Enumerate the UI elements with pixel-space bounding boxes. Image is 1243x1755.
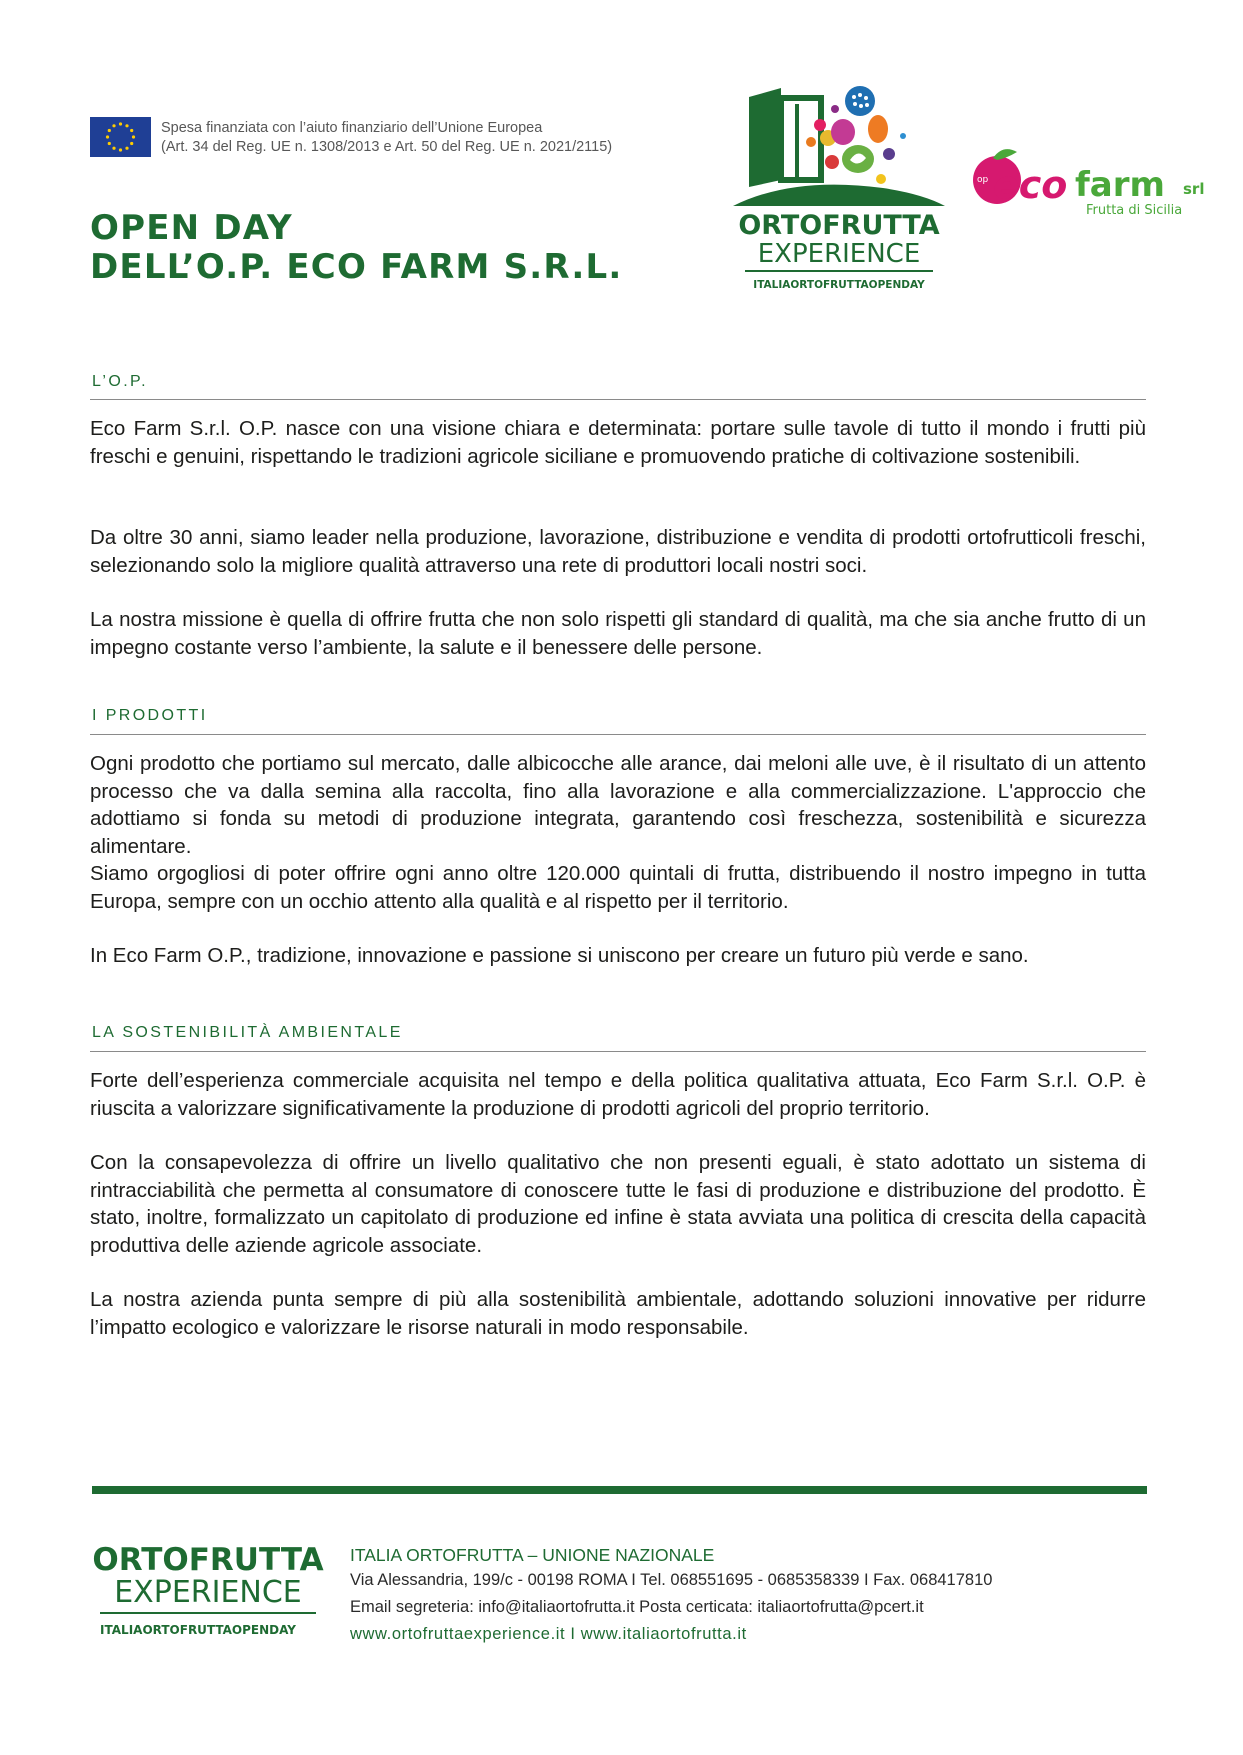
paragraph: In Eco Farm O.P., tradizione, innovazione e passione si uniscono per creare un futuro più verde e sano. (90, 944, 1029, 967)
footer-logo-word-ortofrutta: ORTOFRUTTA (92, 1542, 324, 1578)
logo-tagline: ITALIAORTOFRUTTAOPENDAY (753, 279, 925, 291)
footer-websites[interactable]: www.ortofruttaexperience.it I www.italiaortofrutta.it (350, 1625, 747, 1643)
paragraph: Ogni prodotto che portiamo sul mercato, dalle albicocche alle arance, dai meloni alle uve, è il risultato di un attento processo che va dalla semina alla raccolta, fino alla lavorazione e alla commercializzazione. L'approccio che adottiamo si fonda su metodi di produzione integrata, garantendo così freschezza, sostenibilità e sicurezza alimentare. (90, 752, 1146, 858)
paragraph: Siamo orgogliosi di poter offrire ogni anno oltre 120.000 quintali di frutta, distribuendo il nostro impegno in tutta Europa, sempre con un occhio attento alla qualità e al rispetto per il territorio. (90, 862, 1146, 913)
footer-divider (92, 1486, 1147, 1494)
paragraph: La nostra missione è quella di offrire frutta che non solo rispetti gli standard di qualità, ma che sia anche frutto di un impegno costante verso l’ambiente, la salute e il benessere delle persone. (90, 608, 1146, 659)
section-heading-sostenibilita: LA SOSTENIBILITÀ AMBIENTALE (92, 1024, 403, 1041)
page-title-line1: OPEN DAY (90, 208, 293, 248)
section-divider (90, 734, 1146, 735)
paragraph: Forte dell’esperienza commerciale acquisita nel tempo e della politica qualitativa attuata, Eco Farm S.r.l. O.P. è riuscita a valorizzare significativamente la produzione di prodotti agricoli del proprio territorio. (90, 1069, 1146, 1120)
ortofrutta-experience-logo (733, 84, 945, 294)
footer-logo-word-experience: EXPERIENCE (114, 1575, 302, 1610)
ortofrutta-experience-footer-logo (90, 1540, 326, 1650)
eu-flag-icon (90, 117, 151, 157)
logo-word-ortofrutta: ORTOFRUTTA (738, 210, 940, 241)
paragraph: La nostra azienda punta sempre di più alla sostenibilità ambientale, adottando soluzioni innovative per ridurre l’impatto ecologico e valorizzare le risorse naturali in modo responsabile. (90, 1288, 1146, 1339)
logo-srl: srl (1183, 180, 1205, 198)
footer-address: Via Alessandria, 199/c - 00198 ROMA I Tel. 068551695 - 0685358339 I Fax. 068417810 (350, 1571, 993, 1589)
section-divider (90, 1051, 1146, 1052)
paragraph: Con la consapevolezza di offrire un livello qualitativo che non presenti eguali, è stato adottato un sistema di rintracciabilità che permetta al consumatore di conoscere tutte le fasi di produzione e distribuzione del prodotto. È stato, inoltre, formalizzato un capitolato di produzione ed infine è stata avviata una politica di crescita della capacità produttiva delle aziende agricole associate. (90, 1151, 1146, 1257)
paragraph: Eco Farm S.r.l. O.P. nasce con una visione chiara e determinata: portare sulle tavole di tutto il mondo i frutti più freschi e genuini, rispettando le tradizioni agricole siciliane e promuovendo pratiche di coltivazione sostenibili. (90, 417, 1146, 468)
logo-ecofarm-tagline: Frutta di Sicilia (1086, 203, 1183, 218)
logo-word-farm: farm (1075, 165, 1165, 205)
footer-email: Email segreteria: info@italiaortofrutta.it Posta certicata: italiaortofrutta@pcert.it (350, 1598, 924, 1616)
footer-org-name: ITALIA ORTOFRUTTA – UNIONE NAZIONALE (350, 1545, 715, 1565)
paragraph: Da oltre 30 anni, siamo leader nella produzione, lavorazione, distribuzione e vendita di prodotti ortofrutticoli freschi, selezionando solo la migliore qualità attraverso una rete di produttori locali nostri soci. (90, 526, 1146, 577)
footer-logo-tagline: ITALIAORTOFRUTTAOPENDAY (100, 1623, 296, 1637)
section-heading-op: L’O.P. (92, 373, 148, 390)
eu-regulation-text: (Art. 34 del Reg. UE n. 1308/2013 e Art. 50 del Reg. UE n. 2021/2115) (161, 139, 613, 155)
eu-funding-text: Spesa finanziata con l’aiuto finanziario dell’Unione Europea (161, 120, 543, 136)
section-heading-prodotti: I PRODOTTI (92, 707, 208, 724)
logo-word-experience: EXPERIENCE (757, 239, 921, 269)
ecofarm-logo (963, 146, 1218, 226)
logo-op-prefix: op (977, 175, 989, 185)
logo-word-eco: eco (993, 163, 1068, 207)
section-divider (90, 399, 1146, 400)
page-title-line2: DELL’O.P. ECO FARM S.R.L. (90, 247, 623, 287)
